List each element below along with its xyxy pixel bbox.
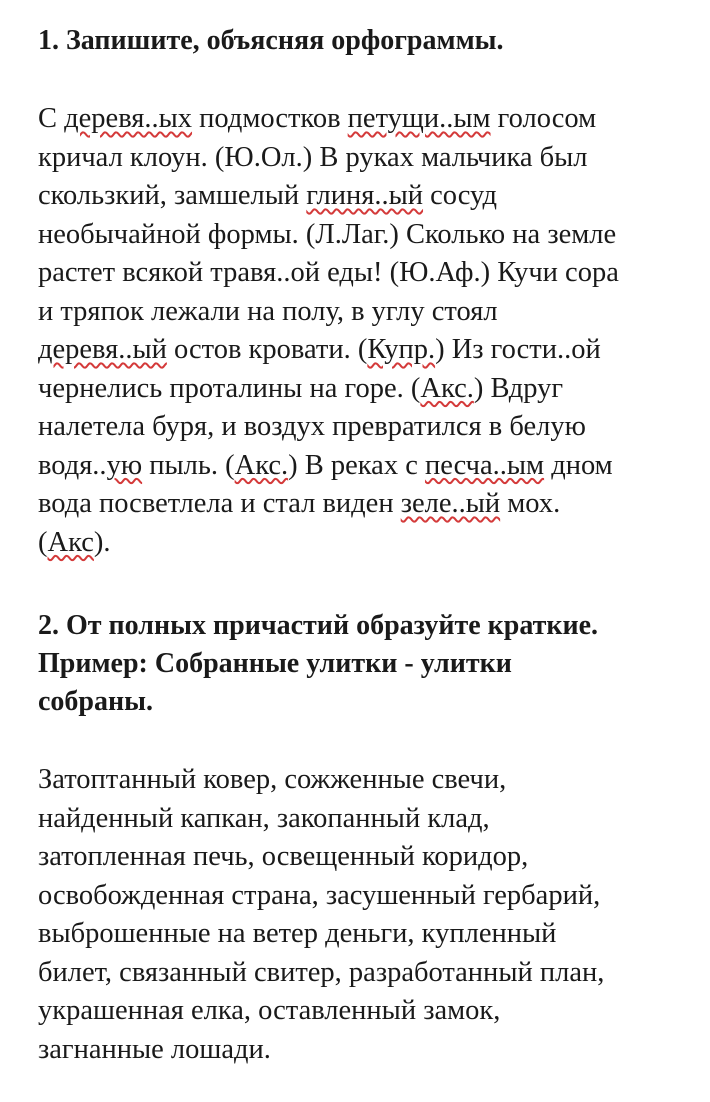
- spellcheck-flagged-word: петущи..ым: [347, 103, 491, 134]
- text-segment: ).: [93, 526, 111, 558]
- task1-text-line: [38, 139, 703, 178]
- spellcheck-flagged-word: Акс: [47, 526, 94, 558]
- task1-text-line: [38, 370, 703, 409]
- task1-text-line: [38, 177, 703, 216]
- task2-text-line: освобожденная страна, засушенный гербарий,: [38, 879, 601, 911]
- task1-text-line: [38, 331, 703, 370]
- task2-text-line: загнанные лошади.: [38, 1033, 271, 1065]
- task2-text-line: билет, связанный свитер, разработанный план,: [38, 956, 605, 988]
- text-segment: мох.: [500, 488, 561, 519]
- task1-text-line: [38, 447, 703, 486]
- spellcheck-flagged-word: зеле..ый: [400, 488, 501, 519]
- task2-heading-line: Пример: Собранные улитки - улитки: [38, 648, 512, 679]
- spellcheck-flagged-word: глиня..ый: [306, 180, 424, 211]
- spellcheck-flagged-word: деревя..ый: [38, 334, 167, 365]
- task1-text-line: [38, 254, 703, 293]
- task2-heading: [38, 607, 698, 721]
- text-segment: кричал клоун. (Ю.Ол.) В руках мальчика был: [38, 141, 588, 173]
- task2-text-line: Затоптанный ковер, сожженные свечи,: [38, 764, 507, 795]
- text-segment: чернелись проталины на горе. (: [38, 372, 421, 404]
- text-segment: голосом: [490, 103, 597, 134]
- task2-text-line: украшенная елка, оставленный замок,: [38, 995, 501, 1026]
- text-segment: ) Из гости..ой: [435, 334, 601, 365]
- spellcheck-flagged-word: Акс.: [420, 372, 474, 404]
- task2-text-line: найденный капкан, закопанный клад,: [38, 802, 490, 834]
- text-segment: сосуд: [423, 180, 497, 211]
- text-segment: водя..: [38, 449, 107, 481]
- text-segment: дном: [544, 449, 613, 481]
- spellcheck-flagged-word: деревя..ых: [64, 103, 193, 134]
- task2-heading-line: собраны.: [38, 686, 153, 717]
- task1-heading: 1. Запишите, объясняя орфограммы.: [38, 25, 504, 56]
- text-segment: ) В реках с: [288, 449, 425, 481]
- task2-heading-line: 2. От полных причастий образуйте краткие.: [38, 610, 599, 641]
- text-segment: растет всякой травя..ой еды! (Ю.Аф.) Кучи сора: [38, 257, 619, 288]
- task1-text-line: [38, 408, 703, 447]
- task1-text-line: [38, 100, 703, 139]
- text-segment: остов кровати. (: [166, 334, 368, 365]
- spellcheck-flagged-word: ую: [106, 449, 143, 481]
- task1-text: [38, 100, 703, 562]
- text-segment: подмостков: [192, 103, 348, 134]
- text-segment: (: [38, 526, 48, 558]
- text-segment: вода посветлела и стал виден: [38, 488, 401, 519]
- spellcheck-flagged-word: Купр.: [367, 334, 436, 365]
- spellcheck-flagged-word: Акс.: [234, 449, 289, 481]
- task2-text: [38, 761, 703, 1069]
- task1-text-line: [38, 216, 703, 255]
- spellcheck-flagged-word: песча..ым: [424, 449, 545, 481]
- task2-text-line: затопленная печь, освещенный коридор,: [38, 841, 529, 872]
- task1-text-line: [38, 293, 703, 332]
- text-segment: необычайной формы. (Л.Лаг.) Сколько на земле: [38, 218, 617, 250]
- text-segment: скользкий, замшелый: [38, 180, 307, 211]
- text-segment: и тряпок лежали на полу, в углу стоял: [38, 295, 498, 327]
- task1-text-line: [38, 485, 703, 524]
- text-segment: налетела буря, и воздух превратился в белую: [38, 411, 586, 442]
- task1-text-line: [38, 524, 703, 563]
- task2-text-line: выброшенные на ветер деньги, купленный: [38, 918, 557, 949]
- text-segment: С: [38, 103, 65, 134]
- text-segment: ) Вдруг: [473, 372, 564, 404]
- text-segment: пыль. (: [142, 449, 235, 481]
